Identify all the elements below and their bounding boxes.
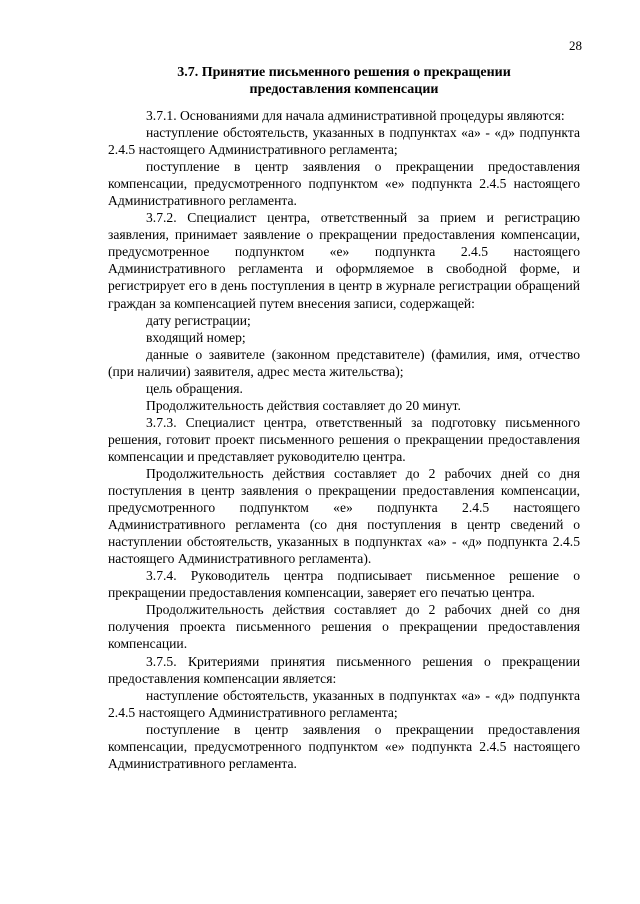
paragraph: Продолжительность действия составляет до 2 рабочих дней со дня поступления в центр заявления о прекращении предоставления компенсации, предусмотренного подпунктом «е» подпункта 2.4.5 настоящего Административного регламента (со дня поступления в центр сведений о наступлении обстоятельств, указанных в подпунктах «а» - «д» подпункта 2.4.5 настоящего Административного регламента). xyxy=(108,465,580,567)
paragraph: 3.7.5. Критериями принятия письменного решения о прекращении предоставления компенсации является: xyxy=(108,653,580,686)
paragraph: дату регистрации; xyxy=(146,312,251,328)
paragraph: 3.7.1. Основаниями для начала административной процедуры являются: xyxy=(146,108,565,123)
paragraph: цель обращения. xyxy=(146,380,243,396)
paragraph: данные о заявителе (законном представителе) (фамилия, имя, отчество (при наличии) заявителя, адрес места жительства); xyxy=(108,346,580,379)
paragraph: поступление в центр заявления о прекращении предоставления компенсации, предусмотренного подпунктом «е» подпункта 2.4.5 настоящего Административного регламента. xyxy=(108,159,580,209)
paragraph: наступление обстоятельств, указанных в подпунктах «а» - «д» подпункта 2.4.5 настоящего Административного регламента; xyxy=(108,125,580,158)
paragraph: наступление обстоятельств, указанных в подпунктах «а» - «д» подпункта 2.4.5 настоящего Административного регламента; xyxy=(108,687,580,720)
paragraph: поступление в центр заявления о прекращении предоставления компенсации, предусмотренного подпунктом «е» подпункта 2.4.5 настоящего Административного регламента. xyxy=(108,721,580,771)
paragraph: Продолжительность действия составляет до 2 рабочих дней со дня получения проекта письменного решения о прекращении предоставления компенсации. xyxy=(108,602,580,652)
paragraph: входящий номер; xyxy=(146,329,246,345)
paragraph: 3.7.3. Специалист центра, ответственный за подготовку письменного решения, готовит проект письменного решения о прекращении предоставления компенсации и представляет руководителю центра. xyxy=(108,414,580,464)
paragraph: Продолжительность действия составляет до 20 минут. xyxy=(146,397,461,413)
section-heading xyxy=(108,64,580,98)
document-body xyxy=(108,107,580,772)
page-number: 28 xyxy=(569,38,582,53)
paragraph: 3.7.2. Специалист центра, ответственный за прием и регистрацию заявления, принимает заявление о прекращении предоставления компенсации, предусмотренное подпунктом «е» подпункта 2.4.5 настоящего Административного регламента и оформляемое в свободной форме, и регистрирует его в день поступления в центр в журнале регистрации обращений граждан за компенсацией путем внесения записи, содержащей: xyxy=(108,210,580,311)
section-heading-line-1: 3.7. Принятие письменного решения о прекращении xyxy=(177,65,511,80)
paragraph: 3.7.4. Руководитель центра подписывает письменное решение о прекращении предоставления компенсации, заверяет его печатью центра. xyxy=(108,568,580,601)
section-heading-line-2: предоставления компенсации xyxy=(249,82,439,97)
